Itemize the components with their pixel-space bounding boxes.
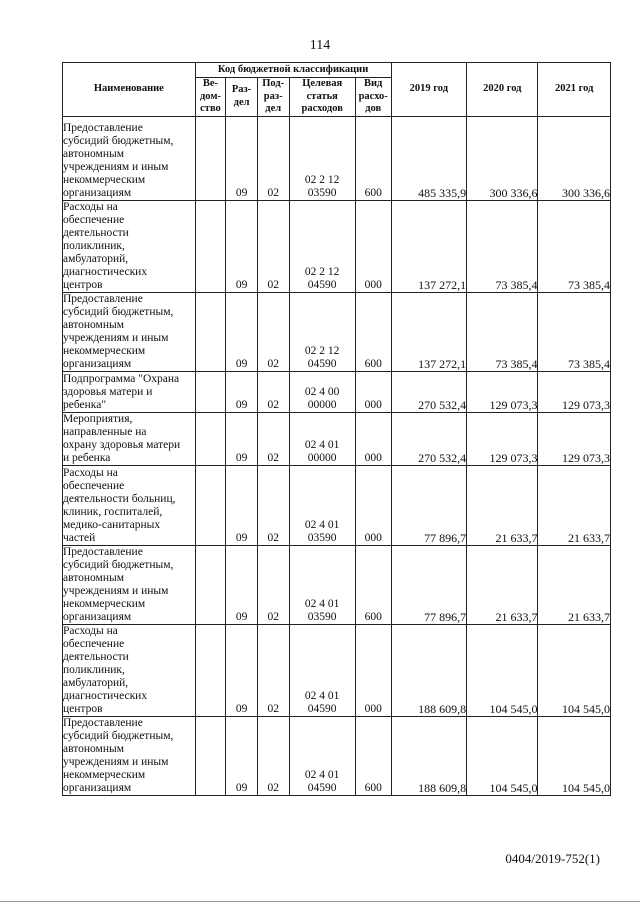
row-amount-2020: 104 545,0: [467, 716, 538, 795]
row-amount-2020: 129 073,3: [467, 412, 538, 465]
header-budget-code: Код бюджетной классификации: [195, 63, 391, 78]
row-podrazdel: 02: [257, 200, 289, 292]
header-name: Наименование: [63, 63, 196, 117]
row-razdel: 09: [226, 545, 258, 624]
table-row: [63, 116, 611, 200]
row-celevaya-statya: 02 4 00 00000: [289, 371, 355, 412]
table-row: [63, 624, 611, 716]
row-amount-2020: 300 336,6: [467, 116, 538, 200]
row-podrazdel: 02: [257, 371, 289, 412]
row-razdel: 09: [226, 412, 258, 465]
page-number: 114: [309, 38, 331, 53]
row-name: Мероприятия, направленные на охрану здоровья матери и ребенка: [63, 412, 196, 465]
header-celevaya-statya: Целевая статья расходов: [289, 78, 355, 117]
row-vid-raskhodov: 000: [355, 624, 391, 716]
header-2021: 2021 год: [538, 63, 611, 117]
row-amount-2021: 104 545,0: [538, 624, 611, 716]
row-celevaya-statya: 02 4 01 04590: [289, 624, 355, 716]
row-vid-raskhodov: 600: [355, 292, 391, 371]
header-2019: 2019 год: [391, 63, 467, 117]
row-vid-raskhodov: 600: [355, 716, 391, 795]
row-podrazdel: 02: [257, 292, 289, 371]
table-row: [63, 545, 611, 624]
row-amount-2021: 21 633,7: [538, 545, 611, 624]
row-amount-2019: 188 609,8: [391, 624, 467, 716]
row-amount-2019: 188 609,8: [391, 716, 467, 795]
row-vid-raskhodov: 600: [355, 116, 391, 200]
row-celevaya-statya: 02 4 01 03590: [289, 465, 355, 545]
table-body: [63, 116, 611, 795]
row-vedomstvo: [195, 200, 226, 292]
row-vedomstvo: [195, 716, 226, 795]
table-row: [63, 716, 611, 795]
row-amount-2020: 73 385,4: [467, 200, 538, 292]
row-vid-raskhodov: 000: [355, 371, 391, 412]
row-vedomstvo: [195, 624, 226, 716]
row-name: Расходы на обеспечение деятельности поликлиник, амбулаторий, диагностических центров: [63, 200, 196, 292]
row-name: Подпрограмма "Охрана здоровья матери и ребенка": [63, 371, 196, 412]
row-razdel: 09: [226, 292, 258, 371]
row-vedomstvo: [195, 371, 226, 412]
row-amount-2021: 129 073,3: [538, 371, 611, 412]
row-amount-2021: 129 073,3: [538, 412, 611, 465]
row-razdel: 09: [226, 200, 258, 292]
row-razdel: 09: [226, 371, 258, 412]
header-podrazdel: Под- раз- дел: [257, 78, 289, 117]
row-amount-2019: 137 272,1: [391, 292, 467, 371]
row-amount-2021: 73 385,4: [538, 292, 611, 371]
row-name: Расходы на обеспечение деятельности больниц, клиник, госпиталей, медико-санитарных частей: [63, 465, 196, 545]
row-name: Предоставление субсидий бюджетным, автономным учреждениям и иным некоммерческим организациям: [63, 292, 196, 371]
row-amount-2019: 270 532,4: [391, 412, 467, 465]
document-code: 0404/2019-752(1): [505, 851, 600, 866]
row-podrazdel: 02: [257, 624, 289, 716]
row-amount-2020: 21 633,7: [467, 545, 538, 624]
row-amount-2020: 21 633,7: [467, 465, 538, 545]
row-celevaya-statya: 02 2 12 04590: [289, 200, 355, 292]
row-podrazdel: 02: [257, 116, 289, 200]
header-vedomstvo: Ве- дом- ство: [195, 78, 226, 117]
row-amount-2021: 104 545,0: [538, 716, 611, 795]
row-razdel: 09: [226, 624, 258, 716]
row-amount-2019: 77 896,7: [391, 465, 467, 545]
row-name: Расходы на обеспечение деятельности поликлиник, амбулаторий, диагностических центров: [63, 624, 196, 716]
row-amount-2019: 270 532,4: [391, 371, 467, 412]
bottom-rule: [0, 901, 640, 902]
row-podrazdel: 02: [257, 412, 289, 465]
row-amount-2021: 300 336,6: [538, 116, 611, 200]
row-celevaya-statya: 02 4 01 00000: [289, 412, 355, 465]
row-vedomstvo: [195, 116, 226, 200]
row-podrazdel: 02: [257, 465, 289, 545]
row-vedomstvo: [195, 465, 226, 545]
table-row: [63, 371, 611, 412]
row-vid-raskhodov: 000: [355, 200, 391, 292]
row-amount-2020: 104 545,0: [467, 624, 538, 716]
row-razdel: 09: [226, 465, 258, 545]
row-amount-2020: 129 073,3: [467, 371, 538, 412]
row-vedomstvo: [195, 292, 226, 371]
row-vid-raskhodov: 000: [355, 465, 391, 545]
row-amount-2020: 73 385,4: [467, 292, 538, 371]
row-celevaya-statya: 02 4 01 03590: [289, 545, 355, 624]
row-podrazdel: 02: [257, 545, 289, 624]
row-celevaya-statya: 02 2 12 04590: [289, 292, 355, 371]
table-row: [63, 292, 611, 371]
row-amount-2019: 77 896,7: [391, 545, 467, 624]
row-amount-2021: 21 633,7: [538, 465, 611, 545]
row-vedomstvo: [195, 545, 226, 624]
row-amount-2019: 485 335,9: [391, 116, 467, 200]
row-celevaya-statya: 02 2 12 03590: [289, 116, 355, 200]
row-razdel: 09: [226, 716, 258, 795]
row-name: Предоставление субсидий бюджетным, автономным учреждениям и иным некоммерческим организациям: [63, 545, 196, 624]
row-podrazdel: 02: [257, 716, 289, 795]
table-row: [63, 412, 611, 465]
header-2020: 2020 год: [467, 63, 538, 117]
row-vid-raskhodov: 600: [355, 545, 391, 624]
budget-table: [62, 62, 611, 796]
table-row: [63, 200, 611, 292]
table-row: [63, 465, 611, 545]
header-razdel: Раз- дел: [226, 78, 258, 117]
row-name: Предоставление субсидий бюджетным, автономным учреждениям и иным некоммерческим организациям: [63, 716, 196, 795]
row-amount-2019: 137 272,1: [391, 200, 467, 292]
row-celevaya-statya: 02 4 01 04590: [289, 716, 355, 795]
header-vid-raskhodov: Вид расхо- дов: [355, 78, 391, 117]
row-razdel: 09: [226, 116, 258, 200]
row-vid-raskhodov: 000: [355, 412, 391, 465]
row-vedomstvo: [195, 412, 226, 465]
row-name: Предоставление субсидий бюджетным, автономным учреждениям и иным некоммерческим организациям: [63, 116, 196, 200]
row-amount-2021: 73 385,4: [538, 200, 611, 292]
